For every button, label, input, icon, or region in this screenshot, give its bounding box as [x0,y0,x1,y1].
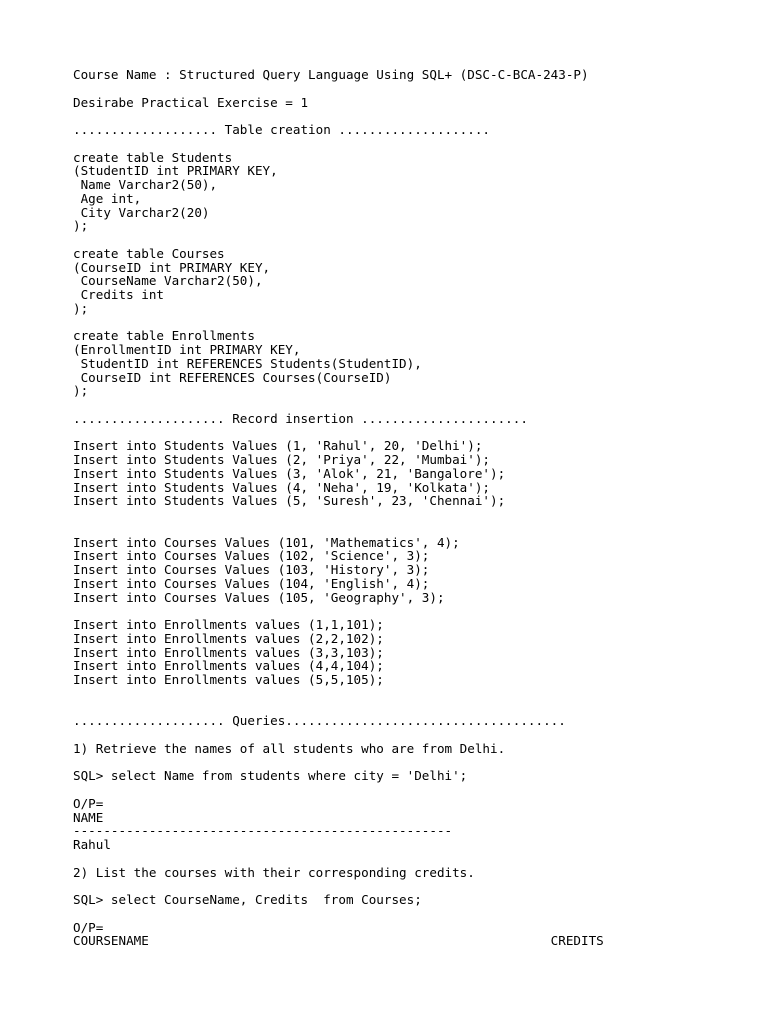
text-line [73,728,753,742]
text-line: Insert into Enrollments values (2,2,102); [73,630,384,646]
text-line: SQL> select CourseName, Credits from Courses; [73,892,422,907]
text-line [73,522,753,536]
text-line: -------------------------------------------------- [73,823,453,839]
text-line [73,756,753,770]
text-line: Insert into Courses Values (104, 'English', 4); [73,575,430,591]
text-line: SQL> select Name from students where city = 'Delhi'; [73,768,468,784]
text-line: Course Name : Structured Query Language Using SQL+ (DSC-C-BCA-243-P) [73,67,589,82]
text-line: CourseName Varchar2(50), [73,273,263,289]
text-line [73,508,753,522]
text-line [73,398,753,412]
text-line [73,604,753,618]
text-line [73,852,753,866]
text-line: ); [73,300,89,316]
text-line: Name Varchar2(50), [73,177,218,192]
document-page [73,68,753,948]
text-line: (StudentID int PRIMARY KEY, [73,163,278,179]
text-line: O/P= [73,919,104,935]
text-line: Insert into Courses Values (101, 'Mathematics', 4); [73,534,460,550]
text-line [73,687,753,701]
text-line: City Varchar2(20) [73,204,210,220]
text-line [73,233,753,247]
text-line: NAME [73,809,104,825]
text-line: .................... Record insertion ...................... [73,410,528,426]
text-line: Insert into Students Values (1, 'Rahul', 20, 'Delhi'); [73,438,483,454]
text-line [73,109,753,123]
text-line: Insert into Students Values (2, 'Priya', 22, 'Mumbai'); [73,452,491,467]
text-line: create table Courses [73,245,225,261]
text-line: Insert into Courses Values (102, 'Science', 3); [73,548,430,564]
text-line [73,783,753,797]
text-line: CourseID int REFERENCES Courses(CourseID) [73,369,392,385]
text-line [73,879,753,893]
text-line: Insert into Courses Values (103, 'History', 3); [73,562,430,577]
text-line [73,316,753,330]
text-line: Insert into Enrollments values (4,4,104); [73,658,384,674]
text-line [73,426,753,440]
text-line: Rahul [73,837,111,852]
text-line: (CourseID int PRIMARY KEY, [73,259,271,275]
text-line: Insert into Students Values (3, 'Alok', 21, 'Bangalore'); [73,465,506,481]
text-line: Insert into Enrollments values (1,1,101); [73,617,384,632]
text-line: 2) List the courses with their corresponding credits. [73,864,475,880]
text-line: ); [73,218,89,234]
text-line: Insert into Enrollments values (3,3,103); [73,644,384,660]
text-line: .................... Queries..................................... [73,713,566,729]
text-line: ................... Table creation .................... [73,122,491,137]
text-line [73,137,753,151]
text-line: 1) Retrieve the names of all students who are from Delhi. [73,740,506,756]
text-line: Insert into Courses Values (105, 'Geography', 3); [73,589,445,605]
text-line: Insert into Students Values (4, 'Neha', 19, 'Kolkata'); [73,479,491,495]
text-line: Insert into Students Values (5, 'Suresh', 23, 'Chennai'); [73,493,506,509]
text-line [73,907,753,921]
text-line: StudentID int REFERENCES Students(StudentID), [73,355,422,371]
text-line: COURSENAME CREDITS [73,933,604,949]
text-line: create table Enrollments [73,328,255,344]
text-line: O/P= [73,795,104,811]
text-line: Insert into Enrollments values (5,5,105); [73,672,384,687]
text-line: Desirabe Practical Exercise = 1 [73,94,309,110]
text-line: Credits int [73,287,164,302]
text-line [73,82,753,96]
text-line: create table Students [73,149,233,165]
text-line: (EnrollmentID int PRIMARY KEY, [73,342,301,357]
text-line: Age int, [73,190,142,206]
text-line: ); [73,383,89,399]
text-line [73,701,753,715]
